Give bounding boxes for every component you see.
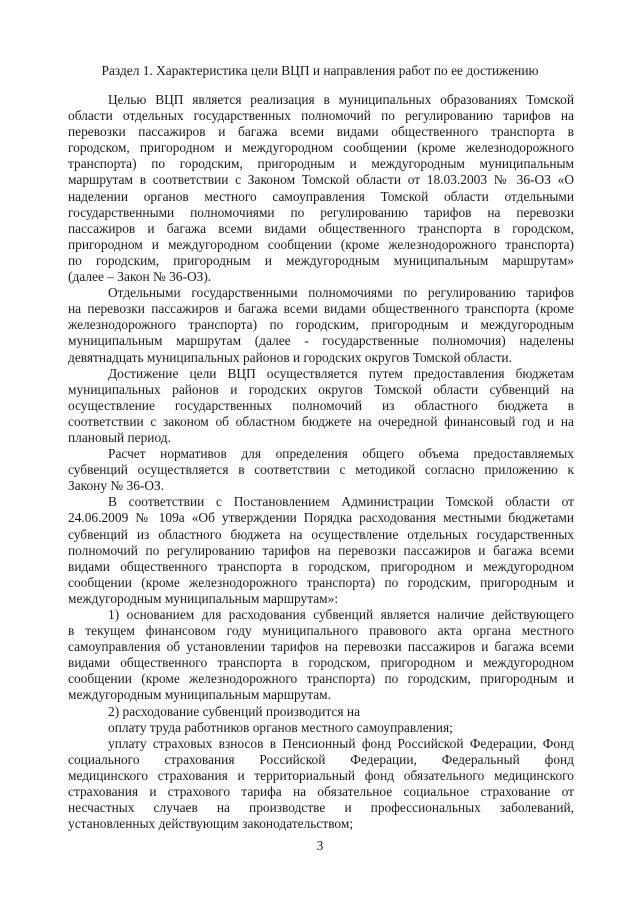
paragraph <box>68 704 574 720</box>
text-line: В соответствии с Постановлением Администрации Томской области от <box>108 494 574 510</box>
text-line: наделении органов местного самоуправления Томской области отдельными <box>68 188 574 204</box>
text-line: видами общественного транспорта в городском, пригородном и междугородном <box>68 558 574 574</box>
text-line: девятнадцать муниципальных районов и городских округов Томской области. <box>68 349 512 365</box>
text-line: междугородным муниципальным маршрутам. <box>68 687 331 703</box>
text-line: сообщении (кроме железнодорожного транспорта) по городским, пригородным и <box>68 574 574 590</box>
text-line: пригородном и междугородном сообщении (кроме железнодорожного транспорта) <box>68 236 574 252</box>
section-heading: Раздел 1. Характеристика цели ВЦП и направления работ по ее достижению <box>101 63 539 78</box>
text-line: перевозки пассажиров и багажа всеми видами общественного транспорта в <box>68 124 574 140</box>
text-line: междугородным муниципальным маршрутам»: <box>68 590 339 606</box>
text-line: страхования и страхового тарифа на обязательное социальное страхование от <box>68 784 574 800</box>
text-line: маршрутам в соответствии с Законом Томской области от 18.03.2003 № 36-ОЗ «О <box>68 172 574 188</box>
paragraph <box>68 736 574 833</box>
text-line: транспорта) по городским, пригородным и междугородным муниципальным <box>68 156 574 172</box>
text-line: субвенций из областного бюджета на осуществление отдельных государственных <box>68 526 574 542</box>
text-line: пассажиров и багажа всеми видами общественного транспорта в городском, <box>68 220 574 236</box>
text-line: в текущем финансовом году муниципального правового акта органа местного <box>68 623 574 639</box>
text-line: сообщении (кроме железнодорожного транспорта) по городским, пригородным и <box>68 671 574 687</box>
text-line: оплату труда работников органов местного самоуправления; <box>108 719 453 735</box>
paragraph <box>68 607 574 704</box>
document-body <box>68 92 574 832</box>
text-line: несчастных случаев на производстве и профессиональных заболеваний, <box>68 800 574 816</box>
text-line: установленных действующим законодательством; <box>68 816 354 832</box>
text-line: на перевозки пассажиров и багажа всеми видами общественного транспорта (кроме <box>68 301 574 317</box>
text-line: городском, пригородном и междугородном сообщении (кроме железнодорожного <box>68 140 574 156</box>
text-line: железнодорожного транспорта) по городским, пригородным и междугородным <box>68 317 574 333</box>
text-line: Расчет нормативов для определения общего объема предоставляемых <box>108 446 574 462</box>
text-line: видами общественного транспорта в городском, пригородном и междугородном <box>68 655 574 671</box>
text-line: муниципальных районов и городских округов Томской области субвенций на <box>68 381 574 397</box>
text-line: 24.06.2009 № 109а «Об утверждении Порядка расходования местными бюджетами <box>68 510 574 526</box>
text-line: Отдельными государственными полномочиями по регулированию тарифов <box>108 285 574 301</box>
text-line: 2) расходование субвенций производится на <box>108 703 361 719</box>
text-line: муниципальным маршрутам (далее - государственные полномочия) наделены <box>68 333 574 349</box>
text-line: государственными полномочиями по регулированию тарифов на перевозки <box>68 204 574 220</box>
text-line: области отдельных государственных полномочий по регулированию тарифов на <box>68 108 574 124</box>
text-line: самоуправления об установлении тарифов на перевозки пассажиров и багажа всеми <box>68 639 574 655</box>
page-number: 3 <box>316 838 324 853</box>
paragraph <box>68 446 574 494</box>
text-line: уплату страховых взносов в Пенсионный фонд Российской Федерации, Фонд <box>108 735 574 751</box>
text-line: осуществление государственных полномочий из областного бюджета в <box>68 397 574 413</box>
text-line: Закону № 36-ОЗ. <box>68 478 165 494</box>
text-line: полномочий по регулированию тарифов на перевозки пассажиров и багажа всеми <box>68 542 574 558</box>
paragraph <box>68 285 574 365</box>
text-line: по городским, пригородным и междугородным муниципальным маршрутам» <box>68 252 574 268</box>
text-line: социального страхования Российской Федерации, Федеральный фонд <box>68 751 574 767</box>
paragraph <box>68 720 574 736</box>
text-line: субвенций осуществляется в соответствии с методикой согласно приложению к <box>68 462 574 478</box>
text-line: плановый период. <box>68 429 171 445</box>
text-line: соответствии с законом об областном бюджете на очередной финансовый год и на <box>68 413 574 429</box>
text-line: Целью ВЦП является реализация в муниципальных образованиях Томской <box>108 92 574 107</box>
paragraph <box>68 366 574 446</box>
text-line: 1) основанием для расходования субвенций является наличие действующего <box>108 607 574 622</box>
text-line: (далее – Закон № 36-ОЗ). <box>68 269 212 285</box>
text-line: медицинского страхования и территориальный фонд обязательного медицинского <box>68 767 574 783</box>
paragraph <box>68 92 574 285</box>
text-line: Достижение цели ВЦП осуществляется путем предоставления бюджетам <box>108 365 574 381</box>
paragraph <box>68 494 574 607</box>
